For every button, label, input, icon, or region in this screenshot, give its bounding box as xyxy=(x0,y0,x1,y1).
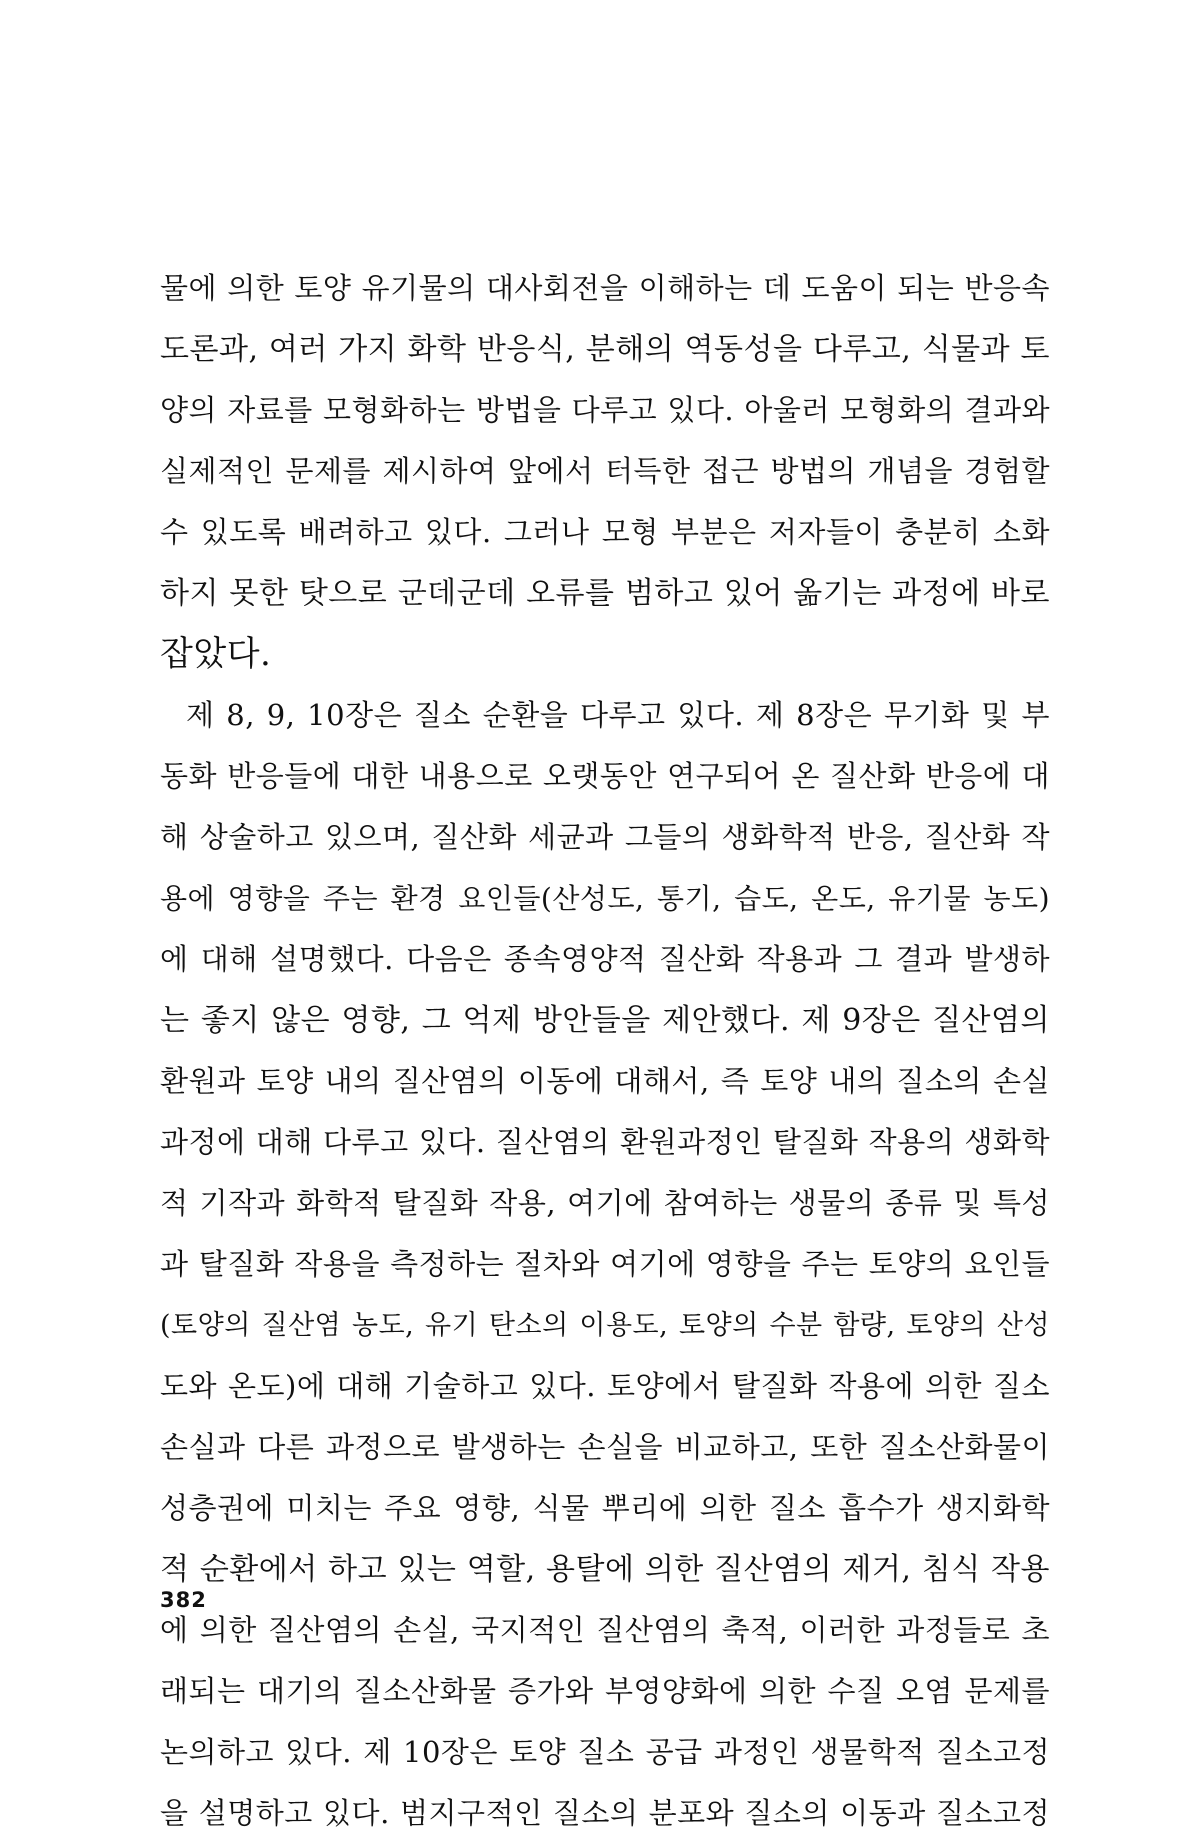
text-line: 래되는 대기의 질소산화물 증가와 부영양화에 의한 수질 오염 문제를 xyxy=(160,1674,1050,1708)
text-line: 과정에 대해 다루고 있다. 질산염의 환원과정인 탈질화 작용의 생화학 xyxy=(160,1125,1050,1159)
text-line: 용에 영향을 주는 환경 요인들(산성도, 통기, 습도, 온도, 유기물 농도) xyxy=(160,882,1050,915)
text-line-paragraph-start: 제 8, 9, 10장은 질소 순환을 다루고 있다. 제 8장은 무기화 및 부 xyxy=(186,698,1050,732)
text-line: 손실과 다른 과정으로 발생하는 손실을 비교하고, 또한 질소산화물이 xyxy=(160,1430,1050,1464)
text-line: 도론과, 여러 가지 화학 반응식, 분해의 역동성을 다루고, 식물과 토 xyxy=(160,332,1050,367)
body-text xyxy=(160,258,1050,1844)
text-line: 과 탈질화 작용을 측정하는 절차와 여기에 영향을 주는 토양의 요인들 xyxy=(160,1247,1050,1281)
text-line: (토양의 질산염 농도, 유기 탄소의 이용도, 토양의 수분 함량, 토양의 산성 xyxy=(160,1310,1050,1341)
text-line: 에 대해 설명했다. 다음은 종속영양적 질산화 작용과 그 결과 발생하 xyxy=(160,942,1050,976)
text-line: 는 좋지 않은 영향, 그 억제 방안들을 제안했다. 제 9장은 질산염의 xyxy=(160,1003,1050,1038)
page-number: 382 xyxy=(160,1588,207,1612)
text-line: 을 설명하고 있다. 범지구적인 질소의 분포와 질소의 이동과 질소고정 xyxy=(160,1796,1050,1830)
text-line: 동화 반응들에 대한 내용으로 오랫동안 연구되어 온 질산화 반응에 대 xyxy=(160,759,1050,793)
text-line: 논의하고 있다. 제 10장은 토양 질소 공급 과정인 생물학적 질소고정 xyxy=(160,1735,1050,1769)
text-line: 실제적인 문제를 제시하여 앞에서 터득한 접근 방법의 개념을 경험할 xyxy=(160,454,1050,488)
text-line: 잡았다. xyxy=(160,634,272,674)
text-line: 환원과 토양 내의 질산염의 이동에 대해서, 즉 토양 내의 질소의 손실 xyxy=(160,1064,1050,1098)
text-line: 수 있도록 배려하고 있다. 그러나 모형 부분은 저자들이 충분히 소화 xyxy=(160,515,1050,549)
text-line: 하지 못한 탓으로 군데군데 오류를 범하고 있어 옮기는 과정에 바로 xyxy=(160,576,1050,611)
text-line: 양의 자료를 모형화하는 방법을 다루고 있다. 아울러 모형화의 결과와 xyxy=(160,393,1050,427)
text-line: 에 의한 질산염의 손실, 국지적인 질산염의 축적, 이러한 과정들로 초 xyxy=(160,1613,1050,1647)
text-line: 성층권에 미치는 주요 영향, 식물 뿌리에 의한 질소 흡수가 생지화학 xyxy=(160,1491,1050,1525)
text-line: 해 상술하고 있으며, 질산화 세균과 그들의 생화학적 반응, 질산화 작 xyxy=(160,820,1050,854)
text-line: 물에 의한 토양 유기물의 대사회전을 이해하는 데 도움이 되는 반응속 xyxy=(160,271,1050,305)
text-line: 적 순환에서 하고 있는 역할, 용탈에 의한 질산염의 제거, 침식 작용 xyxy=(160,1552,1050,1587)
text-line: 적 기작과 화학적 탈질화 작용, 여기에 참여하는 생물의 종류 및 특성 xyxy=(160,1186,1050,1220)
text-line: 도와 온도)에 대해 기술하고 있다. 토양에서 탈질화 작용에 의한 질소 xyxy=(160,1369,1050,1403)
